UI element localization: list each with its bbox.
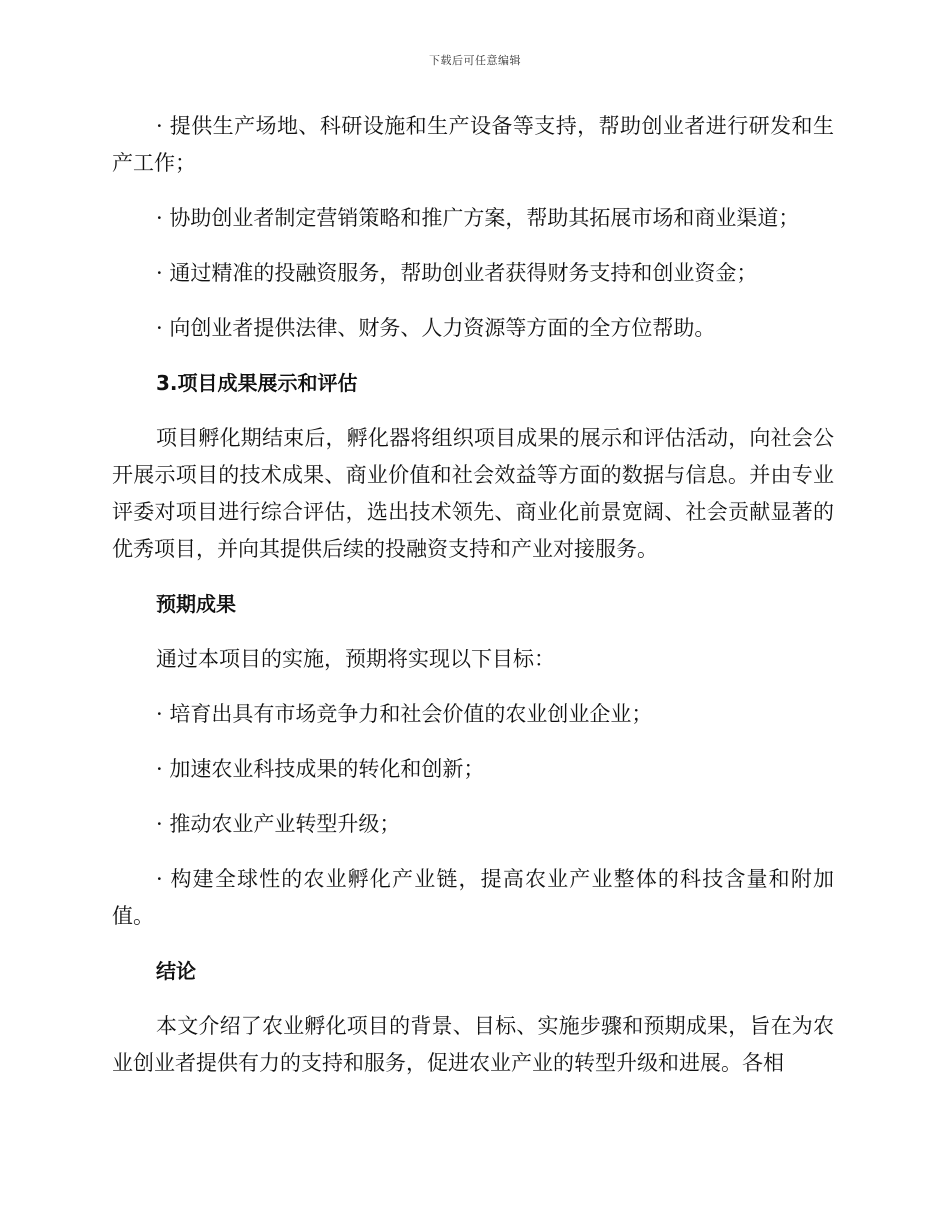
support-bullet-2: · 协助创业者制定营销策略和推广方案，帮助其拓展市场和商业渠道； [156,206,800,230]
evaluation-paragraph: 项目孵化期结束后，孵化器将组织项目成果的展示和评估活动，向社会公开展示项目的技术成果、商业价值和社会效益等方面的数据与信息。并由专业评委对项目进行综合评估，选出技术领先、商业化前景宽阔、社会贡献显著的优秀项目，并向其提供后续的投融资支持和产业对接服务。 [112,426,834,561]
support-bullet-3: · 通过精准的投融资服务，帮助创业者获得财务支持和创业资金； [156,261,758,285]
support-bullet-4: · 向创业者提供法律、财务、人力资源等方面的全方位帮助。 [156,316,716,340]
expected-bullet-1: · 培育出具有市场竞争力和社会价值的农业创业企业； [156,702,653,726]
evaluation-heading: 3.项目成果展示和评估 [156,371,358,395]
document-body [112,108,834,1082]
page-header: 下载后可任意编辑 [429,54,521,67]
expected-bullet-3: · 推动农业产业转型升级； [156,812,401,836]
expected-bullet-4: · 构建全球性的农业孵化产业链，提高农业产业整体的科技含量和附加值。 [112,867,834,928]
conclusion-heading: 结论 [156,959,196,983]
expected-heading: 预期成果 [156,592,236,616]
support-bullet-1: · 提供生产场地、科研设施和生产设备等支持，帮助创业者进行研发和生产工作； [112,114,834,175]
expected-bullet-2: · 加速农业科技成果的转化和创新； [156,757,485,781]
expected-intro: 通过本项目的实施，预期将实现以下目标： [156,647,555,671]
conclusion-paragraph: 本文介绍了农业孵化项目的背景、目标、实施步骤和预期成果，旨在为农业创业者提供有力的支持和服务，促进农业产业的转型升级和进展。各相 [112,1014,834,1075]
